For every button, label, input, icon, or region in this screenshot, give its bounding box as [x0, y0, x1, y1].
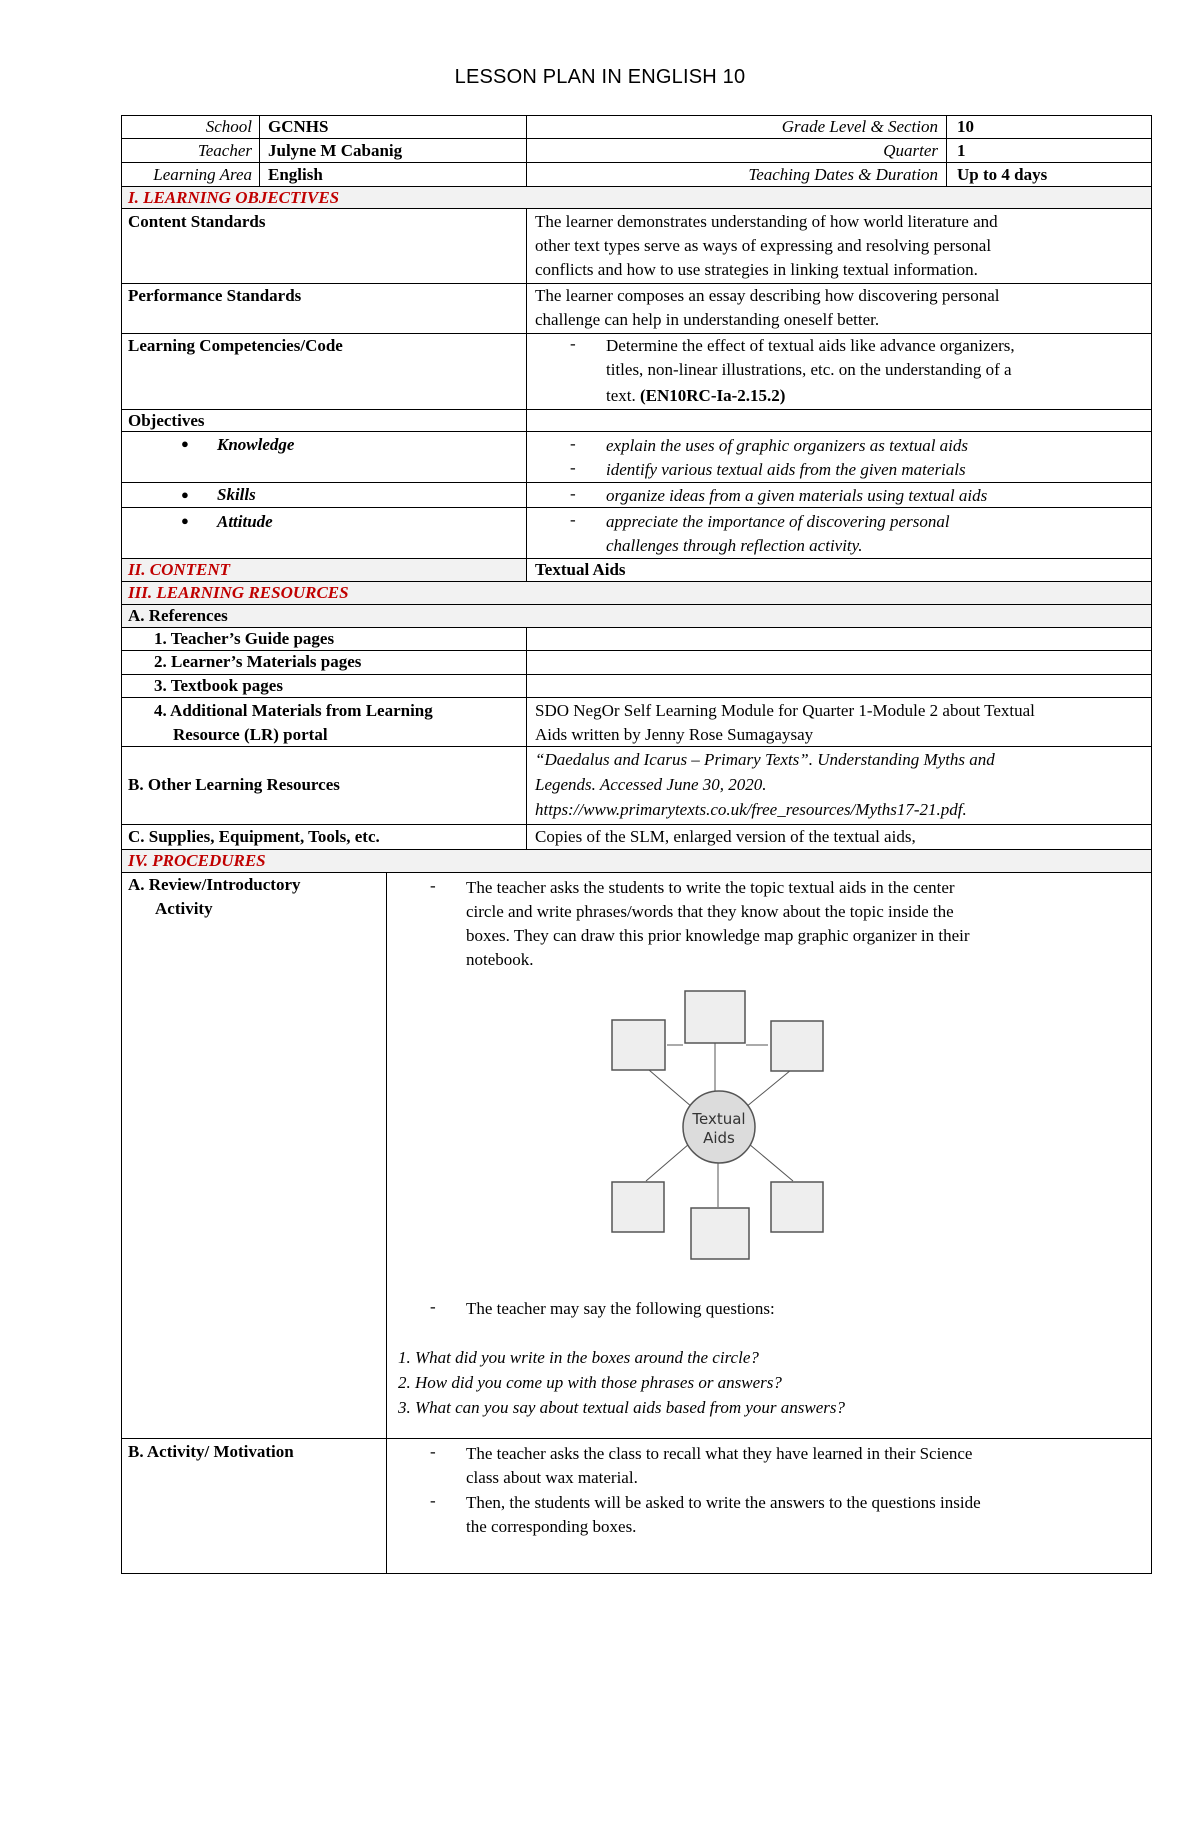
question-1: 1. What did you write in the boxes around the circle?: [398, 1348, 759, 1367]
knowledge-label: Knowledge: [217, 435, 295, 454]
quarter-label: Quarter: [883, 141, 938, 160]
dates-value: Up to 4 days: [957, 165, 1048, 184]
organizer-box: [771, 1182, 823, 1232]
review-label-1: A. Review/Introductory: [128, 875, 301, 894]
bullet-icon: ●: [181, 513, 189, 528]
organizer-center-line-1: Textual: [692, 1110, 746, 1128]
textbook-pages-label: 3. Textbook pages: [154, 676, 283, 695]
activity-line-4: the corresponding boxes.: [466, 1517, 637, 1536]
questions-intro: The teacher may say the following questions:: [466, 1299, 775, 1318]
attitude-label: Attitude: [217, 512, 273, 531]
competency-code: (EN10RC-Ia-2.15.2): [640, 386, 786, 405]
knowledge-line-1: explain the uses of graphic organizers as textual aids: [606, 436, 969, 455]
question-2: 2. How did you come up with those phrases or answers?: [398, 1373, 782, 1392]
knowledge-line-2: identify various textual aids from the given materials: [606, 460, 966, 479]
activity-line-3: Then, the students will be asked to write the answers to the questions inside: [466, 1493, 981, 1512]
review-line-4: notebook.: [466, 950, 534, 969]
additional-materials-label-2: Resource (LR) portal: [173, 725, 328, 744]
additional-materials-line-2: Aids written by Jenny Rose Sumagaysay: [535, 725, 814, 744]
content-standards-label: Content Standards: [128, 212, 266, 231]
school-label: School: [205, 117, 252, 136]
review-line-1: The teacher asks the students to write the topic textual aids in the center: [466, 878, 955, 897]
other-resources-line-2: Legends. Accessed June 30, 2020.: [535, 775, 767, 794]
skills-label: Skills: [217, 485, 256, 504]
review-line-2: circle and write phrases/words that they know about the topic inside the: [466, 902, 954, 921]
activity-line-1: The teacher asks the class to recall what they have learned in their Science: [466, 1444, 973, 1463]
dash-marker: -: [570, 334, 576, 353]
school-value: GCNHS: [268, 117, 329, 136]
section-learning-objectives: I. LEARNING OBJECTIVES: [128, 188, 340, 207]
dash-marker: -: [430, 876, 436, 895]
section-learning-resources: III. LEARNING RESOURCES: [128, 583, 349, 602]
dash-marker: -: [570, 510, 576, 529]
skills-line-1: organize ideas from a given materials using textual aids: [606, 486, 988, 505]
other-resources-label: B. Other Learning Resources: [128, 775, 340, 794]
competencies-label: Learning Competencies/Code: [128, 336, 343, 355]
dash-marker: -: [430, 1442, 436, 1461]
area-value: English: [268, 165, 323, 184]
additional-materials-label-1: 4. Additional Materials from Learning: [154, 701, 433, 720]
grade-label: Grade Level & Section: [781, 117, 938, 136]
performance-standards-line-2: challenge can help in understanding oneself better.: [535, 310, 880, 329]
learners-materials-label: 2. Learner’s Materials pages: [154, 652, 362, 671]
teacher-label: Teacher: [197, 141, 252, 160]
competency-line-1: Determine the effect of textual aids like advance organizers,: [606, 336, 1015, 355]
dash-marker: -: [570, 484, 576, 503]
supplies-value: Copies of the SLM, enlarged version of the textual aids,: [535, 827, 916, 846]
other-resources-link[interactable]: https://www.primarytexts.co.uk/free_resources/Myths17-21.pdf.: [535, 800, 967, 819]
dash-marker: -: [570, 458, 576, 477]
grade-value: 10: [957, 117, 974, 136]
activity-line-2: class about wax material.: [466, 1468, 638, 1487]
dash-marker: -: [430, 1491, 436, 1510]
content-standards-line-2: other text types serve as ways of expressing and resolving personal: [535, 236, 992, 255]
attitude-line-1: appreciate the importance of discovering personal: [606, 512, 950, 531]
review-line-3: boxes. They can draw this prior knowledge map graphic organizer in their: [466, 926, 970, 945]
content-standards-line-1: The learner demonstrates understanding of how world literature and: [535, 212, 998, 231]
performance-standards-label: Performance Standards: [128, 286, 302, 305]
dash-marker: -: [430, 1297, 436, 1316]
performance-standards-line-1: The learner composes an essay describing how discovering personal: [535, 286, 1000, 305]
organizer-box: [685, 991, 745, 1043]
organizer-center-line-2: Aids: [703, 1129, 735, 1147]
attitude-line-2: challenges through reflection activity.: [606, 536, 863, 555]
prior-knowledge-map-diagram: [606, 985, 846, 1270]
organizer-box: [612, 1020, 665, 1070]
bullet-icon: ●: [181, 487, 189, 502]
page-title: LESSON PLAN IN ENGLISH 10: [454, 66, 746, 88]
organizer-box: [691, 1208, 749, 1259]
section-procedures: IV. PROCEDURES: [128, 851, 266, 870]
references-label: A. References: [128, 606, 228, 625]
competency-line-2: titles, non-linear illustrations, etc. on the understanding of a: [606, 360, 1012, 379]
section-content: II. CONTENT: [128, 560, 231, 579]
other-resources-line-1: “Daedalus and Icarus – Primary Texts”. Understanding Myths and: [535, 750, 995, 769]
competency-line-3: text.: [606, 386, 640, 405]
bullet-icon: ●: [181, 436, 189, 451]
dash-marker: -: [570, 434, 576, 453]
organizer-box: [612, 1182, 664, 1232]
organizer-box: [771, 1021, 823, 1071]
teacher-value: Julyne M Cabanig: [268, 141, 403, 160]
supplies-label: C. Supplies, Equipment, Tools, etc.: [128, 827, 380, 846]
content-standards-line-3: conflicts and how to use strategies in linking textual information.: [535, 260, 978, 279]
review-label-2: Activity: [155, 899, 213, 918]
question-3: 3. What can you say about textual aids based from your answers?: [398, 1398, 845, 1417]
quarter-value: 1: [957, 141, 966, 160]
activity-label: B. Activity/ Motivation: [128, 1442, 294, 1461]
content-value: Textual Aids: [535, 560, 626, 579]
dates-label: Teaching Dates & Duration: [748, 165, 938, 184]
teachers-guide-label: 1. Teacher’s Guide pages: [154, 629, 335, 648]
additional-materials-line-1: SDO NegOr Self Learning Module for Quarter 1-Module 2 about Textual: [535, 701, 1035, 720]
objectives-label: Objectives: [128, 411, 205, 430]
area-label: Learning Area: [153, 165, 252, 184]
